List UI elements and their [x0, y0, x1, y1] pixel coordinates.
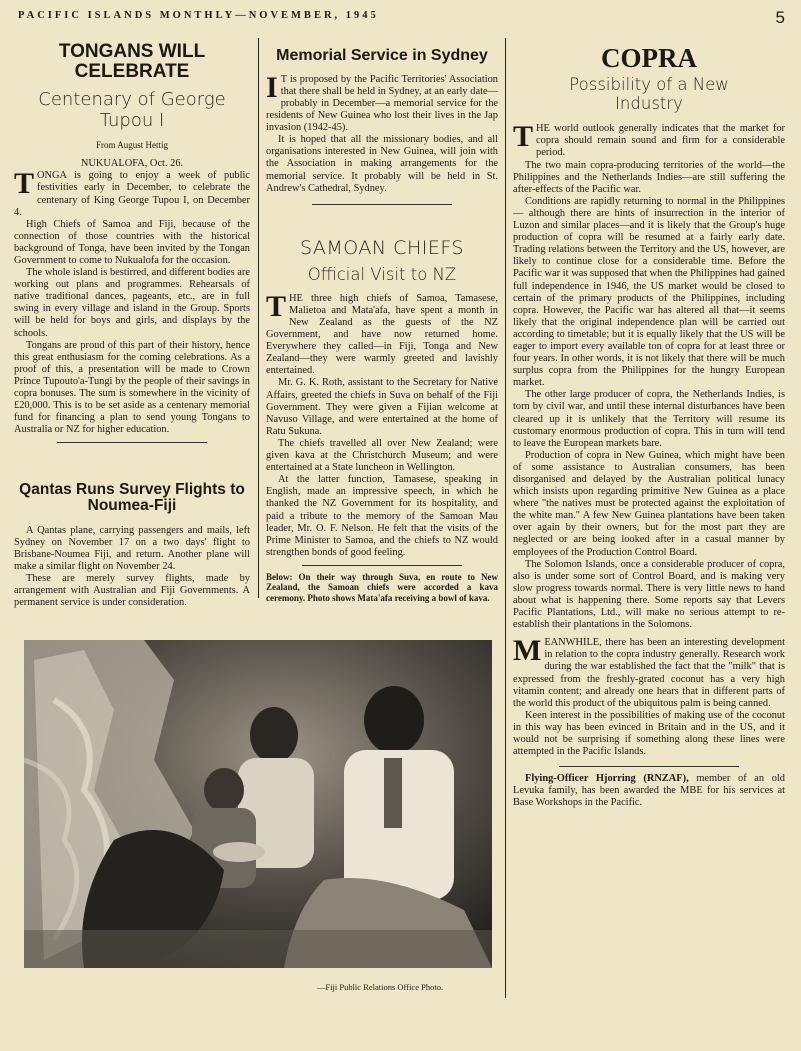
tongans-byline: From August Hettig [95, 140, 168, 151]
paragraph: Conditions are rapidly returning to normal in the Philippines — although there are hints of insurrection in the interior of Luzon and similar places—and it is likely that the Group's huge production of copra will be resumed at a fairly early date. Trading relations between the Territory and the US, however, are likely to continue close for a considerable time. Before the Pacific war it was supposed that when the Philippines had gained full independence in 1946, the US market would be closed to certain of the primary products of the Philippines, including copra. However, the Pacific war has altered all that—it seems likely that the original independence plan will be carried out according to timetable; but it is equally likely that the US will be eager to import every available ton of copra for at least three or four years. In other words, it is not likely that there will be much surplus copra from the Philippines for the hungry European market. [513, 195, 785, 389]
photo-caption: Below: On their way through Suva, en route to New Zealand, the Samoan chiefs were accorded a kava ceremony. Photo shows Mata'afa receiving a bowl of kava. [266, 571, 498, 604]
memorial-body [266, 70, 498, 195]
memorial-article [266, 48, 498, 211]
kava-ceremony-photo [24, 640, 492, 968]
drop-cap: T [266, 289, 287, 323]
memorial-headline: Memorial Service in Sydney [276, 47, 488, 64]
copra-body [513, 120, 785, 758]
paragraph: Keen interest in the possibilities of making use of the coconut in this way has been evinced in Britain and in the US, and it would not be surprising if something along these lines were attempted in the Pacific Islands. [513, 709, 785, 758]
column-rule [258, 38, 259, 598]
paragraph: These are merely survey flights, made by arrangement with Australian and Fiji Governments. A permanent service is under consideration. [14, 572, 250, 609]
drop-cap: T [513, 120, 534, 154]
paragraph: High Chiefs of Samoa and Fiji, because of the connection of those countries with the historical background of Tonga, have been invited by the Tongan Government to come to Nukualofa for the occasion. [14, 218, 250, 266]
divider [57, 442, 207, 443]
paragraph-text: ONGA is going to enjoy a week of public festivities early in December, to celebrate the centenary of King George Tupou I, on December 4. [14, 170, 250, 218]
divider [302, 565, 462, 566]
drop-cap: M [513, 634, 542, 668]
tongans-body [14, 158, 250, 436]
paragraph: The two main copra-producing territories of the world—the Philippines and the Netherlands Indies—are still suffering the after-effects of the Pacific war. [513, 159, 785, 195]
page-number: 5 [775, 8, 785, 27]
paragraph: Mr. G. K. Roth, assistant to the Secretary for Native Affairs, greeted the chiefs in Suva on behalf of the Fiji Government. They were given a Fijian welcome at Navuso Village, and were entertained at the home of Ratu Sukuna. [266, 377, 498, 437]
copra-subheadline: Possibility of a New Industry [569, 75, 729, 114]
paragraph: The whole island is bestirred, and different bodies are working out plans and programmes. Rehearsals of native traditional dances, pageants, etc., are in full swing in every village and island in the Group. Sports will be held for boys and girls, and displays by the schools. [14, 267, 250, 339]
samoan-subheadline: Official Visit to NZ [307, 264, 457, 284]
samoan-article [266, 238, 498, 604]
paragraph: It is hoped that all the missionary bodies, and all organisations interested in New Guinea, will join with the Association in making arrangements for the memorial service. It probably will be held in St. Andrew's Cathedral, Sydney. [266, 134, 498, 194]
paragraph-text: T is proposed by the Pacific Territories' Association that there shall be held in Sydney, at an early date—probably in December—a memorial service for the residents of New Guinea who lost their lives in the Jap invasion (1942-45). [266, 73, 498, 134]
paragraph [14, 167, 250, 218]
divider [559, 766, 739, 767]
paragraph: Production of copra in New Guinea, which might have been of some assistance to Australian consumers, has been disorganised and delayed by the Australian political lunacy which insists upon regarding primitive New Guinea as a place where "the natives must be protected against the exploitation of the white man." A few New Guinea plantations have been taken over again by their owners, but for the most part they are neglected or are being looked after in a casual manner by employees of the Production Control Board. [513, 449, 785, 558]
mbe-text: member of an old Levuka family, has been awarded the MBE for his services at Base Workshops in the Pacific. [513, 773, 785, 809]
dateline: NUKUALOFA, Oct. 26. [80, 158, 184, 170]
paragraph: At the latter function, Tamasese, speaking in English, made an impressive speech, in which he thanked the NZ Government for its hospitality, and paid a tribute to the memory of the Samoan Mau leader, Mr. O. F. Nelson. He felt that the visits of the Prime Minister to Samoa, and the chiefs to NZ would strengthen bonds of good feeling. [266, 474, 498, 558]
tongans-article [14, 42, 250, 449]
divider [312, 204, 452, 205]
copra-headline: COPRA [601, 43, 697, 73]
paragraph [513, 773, 785, 809]
paragraph-text: HE three high chiefs of Samoa, Tamasese, Malietoa and Mata'afa, have spent a month in New Zealand as the guests of the NZ Government, and have now returned home. Everywhere they called—in Fiji, Tonga and New Zealand—they were warmly greeted and lavishly entertained. [266, 292, 498, 377]
running-head: PACIFIC ISLANDS MONTHLY—NOVEMBER, 1945 [18, 10, 379, 21]
paragraph: The other large producer of copra, the Netherlands Indies, is torn by civil war, and until these internal disturbances have been cleared up it is unlikely that the Territory will resume its customary enormous production of copra. This in turn will tend to leave the European markets bare. [513, 389, 785, 449]
paragraph [266, 70, 498, 134]
paragraph [513, 634, 785, 710]
qantas-headline: Qantas Runs Survey Flights to Noumea-Fiji [19, 481, 245, 515]
column-rule [505, 38, 506, 998]
paragraph: Tongans are proud of this part of their history, hence this great enthusiasm for the coming celebrations. As a proof of this, a presentation will be made to Crown Prince Tupouto'a-Tungi by the people of their savings in copra bonuses. The sum is somewhere in the vicinity of £20,000. This is to be set aside as a centenary memorial fund for financing a plan to send young Tongans to Australia or NZ for higher education. [14, 339, 250, 436]
samoan-headline: SAMOAN CHIEFS [300, 237, 464, 259]
drop-cap: T [14, 167, 35, 201]
samoan-body [266, 289, 498, 559]
tongans-subheadline: Centenary of George Tupou I [38, 88, 226, 131]
photo-credit: —Fiji Public Relations Office Photo. [316, 982, 444, 992]
paragraph [266, 289, 498, 378]
mbe-note [513, 773, 785, 809]
qantas-article [14, 482, 250, 609]
paragraph: A Qantas plane, carrying passengers and mails, left Sydney on November 17 on a two days' flight to Brisbane-Noumea Fiji, and return. Another plane will make a similar flight on November 24. [14, 524, 250, 572]
qantas-body [14, 525, 250, 610]
paragraph-text: HE world outlook generally indicates that the market for copra should remain sound and firm for a considerable period. [536, 123, 785, 159]
copra-article [513, 44, 785, 809]
photo-image [24, 640, 492, 968]
tongans-headline: TONGANS WILL CELEBRATE [58, 41, 206, 82]
paragraph-text: EANWHILE, there has been an interesting development in relation to the copra industry generally. Research work during the war established the fact that the "milk" that is expressed from the freshly-grated coconut has a very high vitamin content; and already one hears that in different parts of the world this product of the ubiquitous palm is being canned. [513, 637, 785, 709]
drop-cap: I [266, 70, 278, 104]
paragraph [513, 120, 785, 159]
paragraph: The chiefs travelled all over New Zealand; were given kava at the Christchurch Museum; and were entertained at a State luncheon in Wellington. [266, 437, 498, 474]
paragraph: The Solomon Islands, once a considerable producer of copra, also is under some sort of Control Board, and is making very slow progress towards normal. There is very little news to hand about what is happening there. Some reports say that Levers Pacific Plantations, Ltd., will make no serious attempt to re-establish their plantations in the Solomons. [513, 558, 785, 631]
mbe-lead: Flying-Officer Hjorring (RNZAF), [525, 773, 689, 785]
